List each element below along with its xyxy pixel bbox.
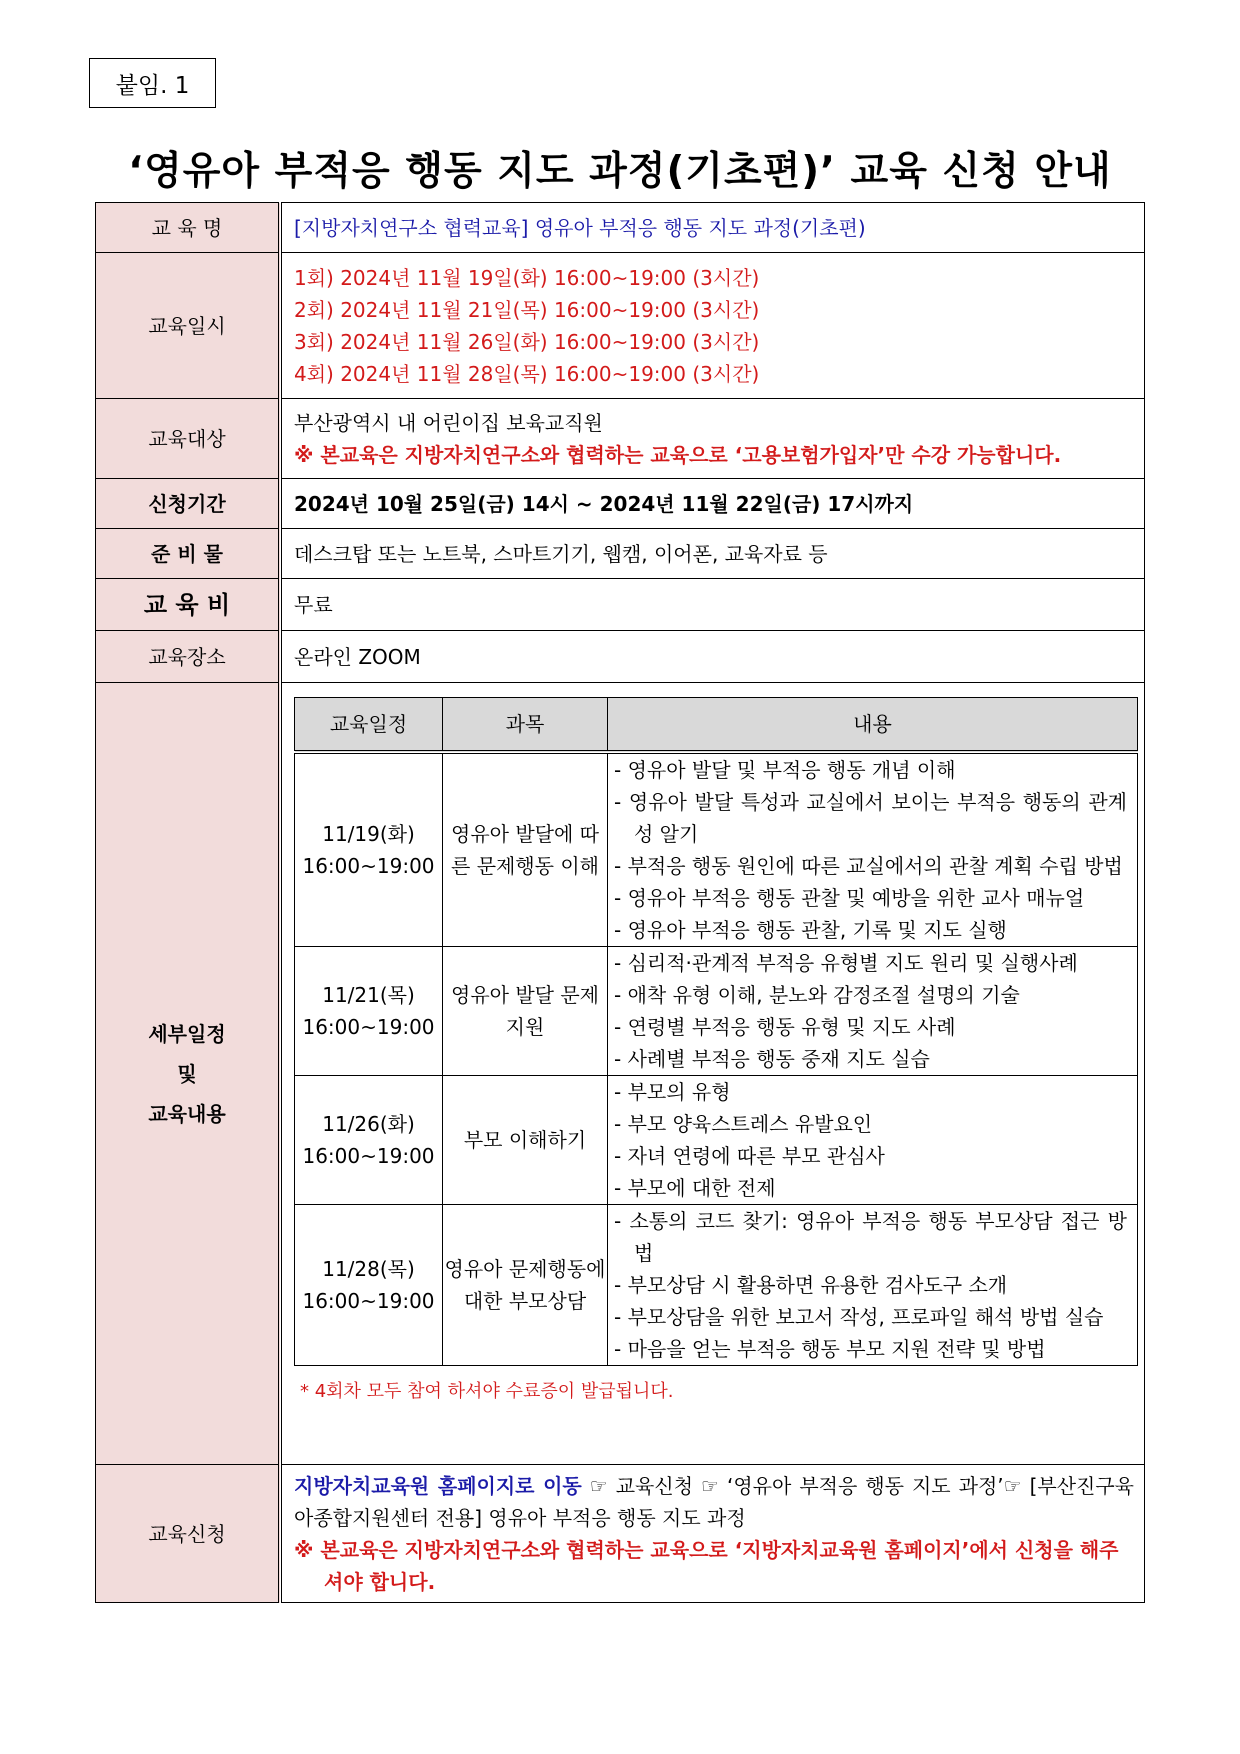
info-table (95, 202, 1145, 1603)
session-date (295, 1205, 443, 1366)
attachment-label: 붙임. 1 (89, 58, 216, 108)
header-content: 내용 (608, 698, 1138, 753)
apply-cell (280, 1465, 1145, 1603)
label-schedule: 교육일시 (96, 253, 281, 399)
session-row (295, 947, 1138, 1076)
session-items (608, 1076, 1138, 1205)
label-details-1: 세부일정 (148, 1021, 226, 1046)
label-target: 교육대상 (96, 399, 281, 479)
materials: 데스크탑 또는 노트북, 스마트기기, 웹캠, 이어폰, 교육자료 등 (280, 529, 1145, 579)
session-subject: 영유아 발달 문제 지원 (443, 947, 608, 1076)
schedule-list (280, 253, 1145, 399)
label-details-2: 및 (177, 1061, 197, 1086)
label-period: 신청기간 (96, 479, 281, 529)
label-place: 교육장소 (96, 631, 281, 683)
application-period: 2024년 10월 25일(금) 14시 ~ 2024년 11월 22일(금) 17시까지 (280, 479, 1145, 529)
session-date (295, 947, 443, 1076)
label-details-3: 교육내용 (148, 1101, 226, 1126)
session-subject: 영유아 문제행동에 대한 부모상담 (443, 1205, 608, 1366)
session-item: - 연령별 부적응 행동 유형 및 지도 사례 (614, 1015, 956, 1039)
session-day: 11/28(목) (322, 1257, 415, 1281)
session-item: - 부적응 행동 원인에 따른 교실에서의 관찰 계획 수립 방법 (614, 854, 1123, 878)
session-item: - 애착 유형 이해, 분노와 감정조절 설명의 기술 (614, 983, 1020, 1007)
session-item: - 자녀 연령에 따른 부모 관심사 (614, 1144, 885, 1168)
session-item: - 영유아 부적응 행동 관찰 및 예방을 위한 교사 매뉴얼 (614, 886, 1085, 910)
label-details (96, 683, 281, 1465)
schedule-line: 2회) 2024년 11월 21일(목) 16:00~19:00 (3시간) (294, 297, 760, 322)
header-subject: 과목 (443, 698, 608, 753)
completion-note: * 4회차 모두 참여 하셔야 수료증이 발급됩니다. (300, 1381, 674, 1402)
session-item: - 부모상담을 위한 보고서 작성, 프로파일 해석 방법 실습 (614, 1305, 1104, 1329)
session-time: 16:00~19:00 (302, 1015, 435, 1039)
apply-notice: ※ 본교육은 지방자치연구소와 협력하는 교육으로 ‘지방자치교육원 홈페이지’에서 신청을 해주셔야 합니다. (294, 1537, 1119, 1594)
session-row (295, 1205, 1138, 1366)
session-item: - 마음을 얻는 부적응 행동 부모 지원 전략 및 방법 (614, 1337, 1046, 1361)
session-date (295, 752, 443, 947)
session-row (295, 752, 1138, 947)
details-cell (280, 683, 1145, 1465)
session-items (608, 1205, 1138, 1366)
session-item: - 부모상담 시 활용하면 유용한 검사도구 소개 (614, 1273, 1008, 1297)
target-text: 부산광역시 내 어린이집 보육교직원 (294, 410, 603, 435)
session-item: - 사례별 부적응 행동 중재 지도 실습 (614, 1047, 930, 1071)
target-cell (280, 399, 1145, 479)
session-item: - 심리적·관계적 부적응 유형별 지도 원리 및 실행사례 (614, 951, 1078, 975)
schedule-line: 4회) 2024년 11월 28일(목) 16:00~19:00 (3시간) (294, 361, 760, 386)
session-items (608, 947, 1138, 1076)
session-subject: 영유아 발달에 따른 문제행동 이해 (443, 752, 608, 947)
schedule-table (294, 697, 1138, 1366)
session-day: 11/26(화) (322, 1112, 415, 1136)
session-item: - 영유아 발달 특성과 교실에서 보이는 부적응 행동의 관계성 알기 (614, 790, 1127, 846)
label-name: 교 육 명 (96, 203, 281, 253)
session-date (295, 1076, 443, 1205)
page-title: ‘영유아 부적응 행동 지도 과정(기초편)’ 교육 신청 안내 (128, 149, 1112, 194)
session-time: 16:00~19:00 (302, 854, 435, 878)
target-notice: ※ 본교육은 지방자치연구소와 협력하는 교육으로 ‘고용보험가입자’만 수강 가능합니다. (294, 442, 1062, 467)
schedule-line: 3회) 2024년 11월 26일(화) 16:00~19:00 (3시간) (294, 329, 760, 354)
session-day: 11/19(화) (322, 822, 415, 846)
label-apply: 교육신청 (96, 1465, 281, 1603)
session-item: - 부모에 대한 전제 (614, 1176, 776, 1200)
session-item: - 영유아 발달 및 부적응 행동 개념 이해 (614, 758, 956, 782)
session-time: 16:00~19:00 (302, 1144, 435, 1168)
session-subject: 부모 이해하기 (443, 1076, 608, 1205)
apply-path: ☞ 교육신청 ☞ ‘영유아 부적응 행동 지도 과정’☞ [부산진구육아종합지원센터 전용] 영유아 부적응 행동 지도 과정 (294, 1473, 1135, 1530)
session-item: - 부모의 유형 (614, 1080, 731, 1104)
session-time: 16:00~19:00 (302, 1289, 435, 1313)
schedule-line: 1회) 2024년 11월 19일(화) 16:00~19:00 (3시간) (294, 265, 760, 290)
session-day: 11/21(목) (322, 983, 415, 1007)
label-materials: 준 비 물 (96, 529, 281, 579)
session-row (295, 1076, 1138, 1205)
homepage-link[interactable]: 지방자치교육원 홈페이지로 이동 (294, 1473, 582, 1498)
label-cost: 교 육 비 (96, 579, 281, 631)
session-item: - 소통의 코드 찾기: 영유아 부적응 행동 부모상담 접근 방법 (614, 1209, 1127, 1265)
header-date: 교육일정 (295, 698, 443, 753)
course-name: [지방자치연구소 협력교육] 영유아 부적응 행동 지도 과정(기초편) (280, 203, 1145, 253)
cost: 무료 (280, 579, 1145, 631)
place: 온라인 ZOOM (280, 631, 1145, 683)
session-items (608, 752, 1138, 947)
session-item: - 부모 양육스트레스 유발요인 (614, 1112, 873, 1136)
session-item: - 영유아 부적응 행동 관찰, 기록 및 지도 실행 (614, 918, 1007, 942)
